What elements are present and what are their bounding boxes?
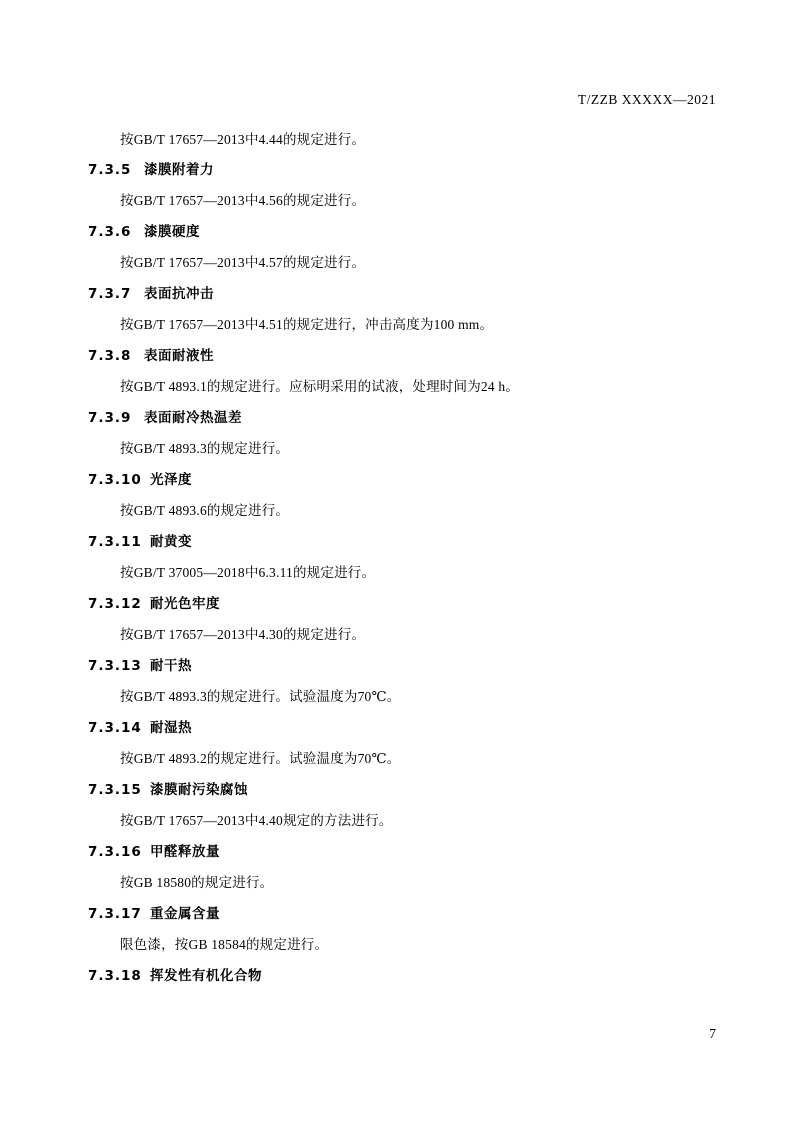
clause-title-text: 耐光色牢度 bbox=[150, 595, 220, 612]
clause-number: 7.3.10 bbox=[88, 471, 142, 488]
clause-title-text: 漆膜附着力 bbox=[144, 161, 214, 178]
clause-heading bbox=[88, 589, 708, 619]
clause-heading bbox=[88, 775, 708, 805]
clause-heading bbox=[88, 527, 708, 557]
clause-number: 7.3.8 bbox=[88, 347, 132, 364]
clause-heading bbox=[88, 341, 708, 371]
clause-title-text: 耐干热 bbox=[150, 657, 192, 674]
clause-title-text: 挥发性有机化合物 bbox=[150, 967, 262, 984]
standard-identifier: T/ZZB XXXXX—2021 bbox=[577, 92, 716, 107]
clause-title-text: 甲醛释放量 bbox=[150, 843, 220, 860]
clause-title-text: 表面耐冷热温差 bbox=[144, 409, 242, 426]
clause-number: 7.3.12 bbox=[88, 595, 142, 612]
clause-number: 7.3.17 bbox=[88, 905, 142, 922]
clause-title-text: 漆膜硬度 bbox=[144, 223, 200, 240]
clause-title-text: 光泽度 bbox=[150, 471, 192, 488]
body-paragraph: 按GB/T 17657—2013中4.40规定的方法进行。 bbox=[120, 812, 393, 828]
clause-heading bbox=[88, 465, 708, 495]
body-paragraph: 按GB/T 4893.3的规定进行。 bbox=[120, 440, 290, 456]
page-number: 7 bbox=[709, 1026, 716, 1041]
clause-heading bbox=[88, 403, 708, 433]
clause-heading bbox=[88, 651, 708, 681]
clause-title-text: 重金属含量 bbox=[150, 905, 220, 922]
clause-number: 7.3.6 bbox=[88, 223, 132, 240]
clause-heading bbox=[88, 155, 708, 185]
clause-title-text: 表面抗冲击 bbox=[144, 285, 214, 302]
body-paragraph: 按GB/T 17657—2013中4.57的规定进行。 bbox=[120, 254, 366, 270]
body-paragraph: 按GB 18580的规定进行。 bbox=[120, 874, 274, 890]
document-body bbox=[88, 125, 708, 991]
body-paragraph: 按GB/T 17657—2013中4.51的规定进行，冲击高度为100 mm。 bbox=[120, 316, 494, 332]
clause-heading bbox=[88, 899, 708, 929]
body-paragraph: 按GB/T 4893.6的规定进行。 bbox=[120, 502, 290, 518]
body-paragraph: 按GB/T 4893.1的规定进行。应标明采用的试液，处理时间为24 h。 bbox=[120, 378, 520, 394]
clause-heading bbox=[88, 279, 708, 309]
body-paragraph: 按GB/T 4893.2的规定进行。试验温度为70℃。 bbox=[120, 750, 401, 766]
clause-title-text: 表面耐液性 bbox=[144, 347, 214, 364]
clause-number: 7.3.18 bbox=[88, 967, 142, 984]
body-paragraph: 限色漆，按GB 18584的规定进行。 bbox=[120, 936, 329, 952]
page-header bbox=[578, 92, 716, 108]
clause-number: 7.3.13 bbox=[88, 657, 142, 674]
body-paragraph: 按GB/T 17657—2013中4.56的规定进行。 bbox=[120, 192, 366, 208]
clause-title-text: 耐湿热 bbox=[150, 719, 192, 736]
clause-heading bbox=[88, 961, 708, 991]
clause-heading bbox=[88, 837, 708, 867]
clause-title-text: 漆膜耐污染腐蚀 bbox=[150, 781, 248, 798]
body-paragraph: 按GB/T 17657—2013中4.30的规定进行。 bbox=[120, 626, 366, 642]
clause-heading bbox=[88, 713, 708, 743]
clause-number: 7.3.9 bbox=[88, 409, 132, 426]
body-paragraph: 按GB/T 37005—2018中6.3.11的规定进行。 bbox=[120, 564, 376, 580]
clause-number: 7.3.16 bbox=[88, 843, 142, 860]
clause-number: 7.3.15 bbox=[88, 781, 142, 798]
clause-number: 7.3.7 bbox=[88, 285, 132, 302]
body-paragraph: 按GB/T 4893.3的规定进行。试验温度为70℃。 bbox=[120, 688, 401, 704]
clause-number: 7.3.5 bbox=[88, 161, 132, 178]
clause-heading bbox=[88, 217, 708, 247]
clause-number: 7.3.11 bbox=[88, 533, 142, 550]
clause-title-text: 耐黄变 bbox=[150, 533, 192, 550]
body-paragraph: 按GB/T 17657—2013中4.44的规定进行。 bbox=[120, 131, 366, 147]
clause-number: 7.3.14 bbox=[88, 719, 142, 736]
